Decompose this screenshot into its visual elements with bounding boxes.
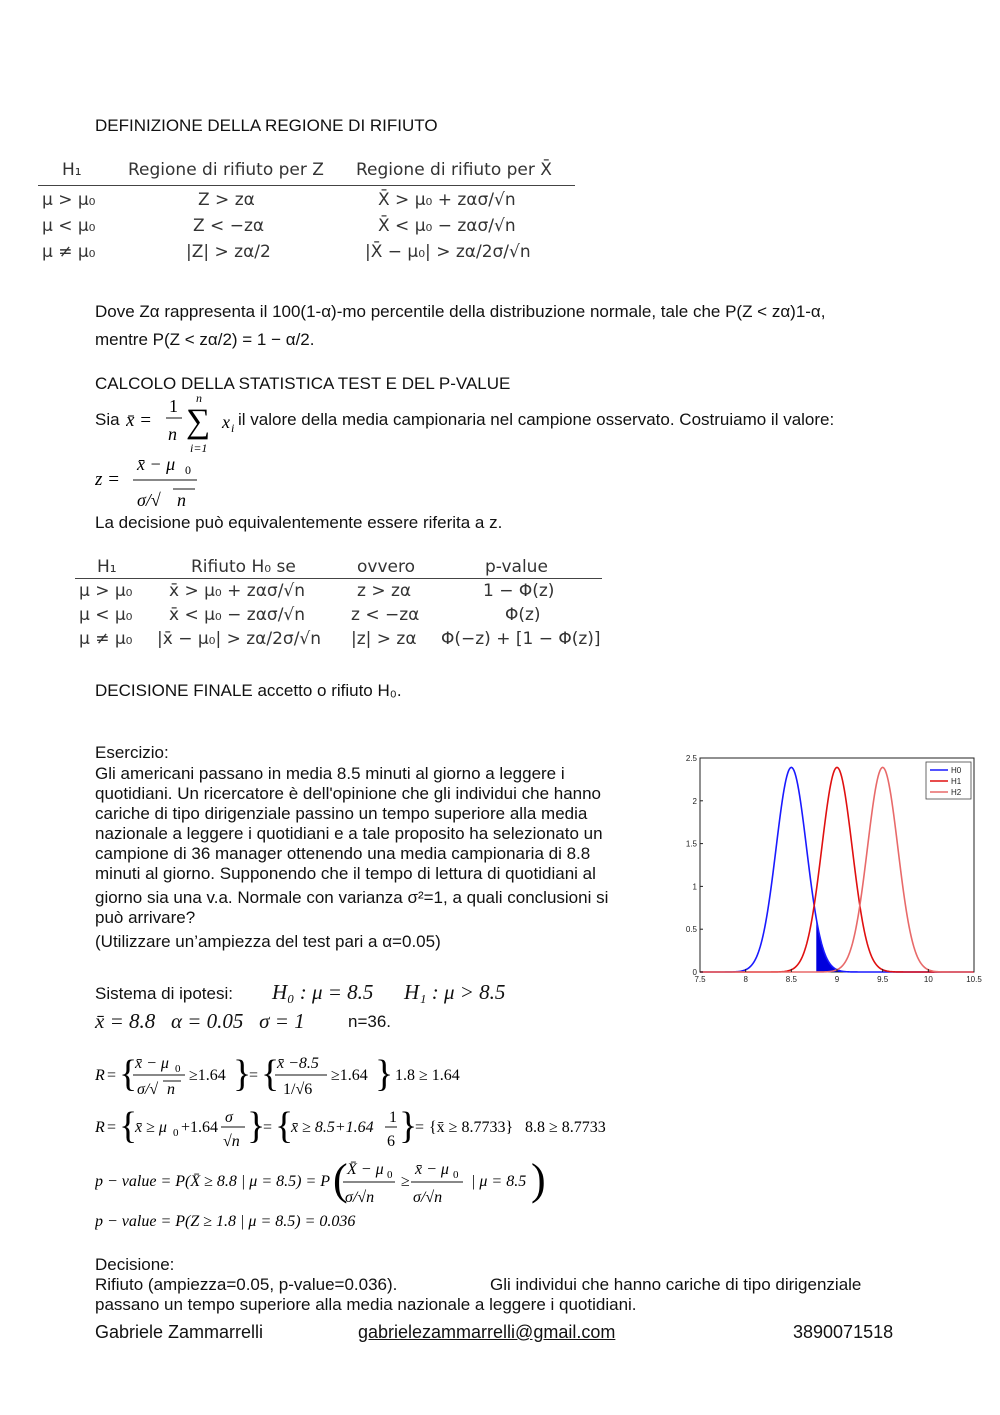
table1-header-h1: H₁	[62, 160, 82, 180]
svg-text:{: {	[119, 1105, 138, 1147]
table1-cell: Z < −zα	[193, 216, 265, 236]
svg-text:0: 0	[185, 463, 191, 477]
svg-text:x: x	[222, 412, 230, 432]
table2-cell: |x̄ − μ₀| > zα/2σ/√n	[157, 629, 322, 649]
svg-text:1/√6: 1/√6	[283, 1081, 313, 1098]
svg-text:R: R	[95, 1119, 105, 1136]
svg-text:i: i	[231, 421, 235, 435]
svg-text:): )	[531, 1155, 546, 1204]
table2-cell: |z| > zα	[351, 629, 417, 649]
z-statistic-formula	[95, 450, 205, 512]
hypothesis-h1: H₁ : μ > 8.5	[404, 980, 506, 1004]
svg-text:1: 1	[389, 1109, 397, 1126]
svg-text:{: {	[119, 1053, 138, 1095]
table2-cell: z < −zα	[351, 605, 420, 625]
hypothesis-label: Sistema di ipotesi:	[95, 984, 233, 1003]
table2-header: H₁	[97, 557, 117, 577]
svg-text:≥1.64: ≥1.64	[189, 1067, 226, 1084]
svg-text:x̄ −8.5: x̄ −8.5	[277, 1055, 319, 1072]
exercise-title: Esercizio:	[95, 743, 169, 762]
chart-x-tick-label: 10	[923, 975, 933, 984]
sample-mean-formula-svg	[126, 390, 246, 454]
table1-header-z: Regione di rifiuto per Z	[128, 160, 324, 180]
table2-cell: μ < μ₀	[79, 605, 133, 625]
exercise-line: può arrivare?	[95, 908, 196, 927]
chart-y-tick-label: 0.5	[685, 925, 697, 935]
svg-text:σ/√n: σ/√n	[345, 1189, 375, 1206]
chart-x-tick-label: 8.5	[785, 975, 797, 984]
solution-formulas-svg	[95, 1048, 655, 1238]
table1-cell: μ ≠ μ₀	[42, 242, 96, 262]
svg-text:σ: σ	[225, 1109, 233, 1126]
sample-mean-formula	[126, 390, 246, 454]
table2-cell: z > zα	[357, 581, 412, 601]
decision-line-2: passano un tempo superiore alla media nazionale a leggere i quotidiani.	[95, 1295, 637, 1314]
parameters: x̄ = 8.8 α = 0.05 σ = 1	[95, 1009, 305, 1033]
table2-header: p-value	[485, 557, 548, 577]
chart-x-tick-label: 9	[834, 975, 840, 984]
exercise-line: giorno sia una v.a. Normale con varianza σ²=1, a quali conclusioni si	[95, 888, 609, 907]
sia-suffix: il valore della media campionaria nel campione osservato. Costruiamo il valore:	[238, 410, 835, 429]
rejection-region-table	[38, 158, 578, 268]
svg-text:n: n	[196, 391, 202, 405]
svg-text:p − value = P(X̄ ≥ 8.8 | μ = 8: p − value = P(X̄ ≥ 8.8 | μ = 8.5) = P	[95, 1173, 331, 1190]
svg-text:σ/√: σ/√	[137, 1081, 159, 1098]
svg-text:=: =	[415, 1119, 425, 1136]
solution-formulas	[95, 1048, 655, 1238]
exercise-note: (Utilizzare un’ampiezza del test pari a α=0.05)	[95, 932, 441, 951]
chart-legend-label-h2: H2	[951, 788, 962, 797]
z-statistic-formula-svg	[95, 450, 205, 512]
svg-text:=: =	[249, 1067, 259, 1084]
hypothesis-h0: H₀ : μ = 8.5	[272, 980, 374, 1004]
svg-text:}: }	[375, 1053, 394, 1095]
table2-cell: Φ(−z) + [1 − Φ(z)]	[441, 629, 601, 649]
section-title-rejection-region: DEFINIZIONE DELLA REGIONE DI RIFIUTO	[95, 116, 438, 135]
svg-text:=: =	[107, 1067, 117, 1084]
decision-line-1a: Rifiuto (ampiezza=0.05, p-value=0.036).	[95, 1275, 398, 1294]
normal-distributions-chart	[678, 748, 988, 990]
decision-line-1b: Gli individui che hanno cariche di tipo dirigenziale	[490, 1275, 862, 1294]
table2-header: Rifiuto H₀ se	[191, 557, 296, 577]
sia-prefix: Sia	[95, 410, 120, 429]
table2-cell: 1 − Φ(z)	[483, 581, 555, 601]
table1-header-xbar: Regione di rifiuto per X̄	[356, 160, 552, 180]
footer-name: Gabriele Zammarrelli	[95, 1322, 264, 1342]
svg-text:1: 1	[169, 396, 178, 416]
svg-text:σ/√: σ/√	[137, 490, 161, 510]
svg-text:+1.64: +1.64	[181, 1119, 219, 1136]
svg-text:0: 0	[173, 1127, 179, 1139]
svg-text:0: 0	[175, 1063, 181, 1075]
chart-x-tick-label: 9.5	[877, 975, 889, 984]
exercise-text	[95, 764, 675, 952]
exercise-line: nazionale a leggere i quotidiani e a tale proposito ha selezionato un	[95, 824, 603, 843]
table2-cell: μ ≠ μ₀	[79, 629, 133, 649]
svg-text:| μ = 8.5: | μ = 8.5	[471, 1173, 527, 1190]
svg-text:=: =	[263, 1119, 273, 1136]
svg-text:≥: ≥	[401, 1173, 410, 1190]
exercise-line: cariche di tipo dirigenziale passino un tempo superiore alla media	[95, 804, 588, 823]
r2-result: 8.8 ≥ 8.7733	[525, 1119, 606, 1136]
svg-text:n: n	[177, 490, 186, 510]
svg-text:σ/√n: σ/√n	[413, 1189, 443, 1206]
svg-text:i=1: i=1	[190, 441, 208, 454]
exercise-line: quotidiani. Un ricercatore è dell'opinione che gli individui che hanno	[95, 784, 602, 803]
decision-equivalent: La decisione può equivalentemente essere riferita a z.	[95, 513, 503, 532]
chart-y-tick-label: 0	[692, 968, 697, 977]
chart-x-tick-label: 7.5	[694, 975, 706, 984]
table1-rule	[38, 185, 575, 186]
decision-table	[75, 555, 605, 655]
svg-text:x̄ − μ: x̄ − μ	[137, 454, 176, 474]
svg-text:√n: √n	[223, 1133, 240, 1150]
exercise-line: campione di 36 manager ottenendo una media campionaria di 8.8	[95, 844, 591, 863]
table1-cell: Z > zα	[198, 190, 255, 210]
svg-text:X̄ − μ: X̄ − μ	[347, 1161, 384, 1178]
chart-x-tick-label: 8	[743, 975, 748, 984]
decision-title: Decisione:	[95, 1255, 175, 1274]
chart-svg	[678, 748, 988, 990]
dove-line-2: mentre P(Z < zα/2) = 1 − α/2.	[95, 330, 315, 349]
r1-result: 1.8 ≥ 1.64	[395, 1067, 460, 1084]
dove-line-1: Dove Zα rappresenta il 100(1-α)-mo percentile della distribuzione normale, tale che P(Z < zα)1-α,	[95, 302, 826, 321]
exercise-line: Gli americani passano in media 8.5 minuti al giorno a leggere i	[95, 764, 565, 783]
svg-text:R: R	[95, 1067, 105, 1084]
svg-text:x̄ − μ: x̄ − μ	[415, 1161, 449, 1178]
parameter-n: n=36.	[348, 1012, 392, 1031]
svg-text:x̄ =: x̄ =	[126, 410, 153, 431]
svg-text:0: 0	[453, 1169, 459, 1181]
footer-phone: 3890071518	[793, 1322, 894, 1342]
table2-cell: x̄ < μ₀ − zασ/√n	[169, 605, 306, 625]
svg-text:x̄ ≥ μ: x̄ ≥ μ	[135, 1119, 167, 1136]
table2-header: ovvero	[357, 557, 415, 577]
svg-text:n: n	[167, 1081, 175, 1098]
table2-cell: x̄ > μ₀ + zασ/√n	[169, 581, 306, 601]
svg-text:x̄ − μ: x̄ − μ	[135, 1055, 169, 1072]
chart-y-tick-label: 1	[692, 882, 697, 892]
chart-y-tick-label: 2	[692, 796, 697, 806]
svg-text:(: (	[333, 1155, 348, 1204]
chart-legend-label-h0: H0	[951, 766, 962, 775]
section-title-test-statistic: CALCOLO DELLA STATISTICA TEST E DEL P-VALUE	[95, 374, 511, 393]
exercise-line: minuti al giorno. Supponendo che il tempo di lettura di quotidiani al	[95, 864, 596, 883]
r2-set: {x̄ ≥ 8.7733}	[429, 1119, 514, 1136]
svg-text:=: =	[107, 1119, 117, 1136]
table2-cell: Φ(z)	[505, 605, 541, 625]
table2-rule	[75, 578, 602, 579]
table1-cell: X̄ > μ₀ + zασ/√n	[378, 190, 516, 210]
final-decision: DECISIONE FINALE accetto o rifiuto H₀.	[95, 681, 402, 700]
table1-cell: X̄ < μ₀ − zασ/√n	[378, 216, 516, 236]
table1-cell: μ > μ₀	[42, 190, 96, 210]
pvalue-line: p − value = P(Z ≥ 1.8 | μ = 8.5) = 0.036	[95, 1213, 356, 1230]
chart-x-tick-label: 10.5	[966, 975, 982, 984]
svg-text:{: {	[261, 1053, 280, 1095]
svg-text:z =: z =	[95, 469, 120, 490]
svg-text:}: }	[247, 1105, 266, 1147]
table1-cell: μ < μ₀	[42, 216, 96, 236]
svg-text:n: n	[168, 424, 177, 444]
chart-y-tick-label: 2.5	[685, 754, 697, 763]
chart-y-tick-label: 1.5	[685, 839, 697, 849]
svg-text:∑: ∑	[186, 403, 211, 440]
footer-email-link[interactable]: gabrielezammarrelli@gmail.com	[358, 1322, 616, 1342]
chart-legend-label-h1: H1	[951, 777, 962, 786]
table1-cell: |X̄ − μ₀| > zα/2σ/√n	[365, 242, 531, 262]
table2-cell: μ > μ₀	[79, 581, 133, 601]
svg-text:0: 0	[387, 1169, 393, 1181]
svg-text:≥1.64: ≥1.64	[331, 1067, 368, 1084]
table1-cell: |Z| > zα/2	[186, 242, 271, 262]
svg-text:6: 6	[387, 1133, 395, 1150]
svg-text:{: {	[275, 1105, 294, 1147]
svg-text:}: }	[233, 1053, 252, 1095]
svg-text:}: }	[399, 1105, 418, 1147]
svg-text:x̄ ≥ 8.5+1.64: x̄ ≥ 8.5+1.64	[291, 1119, 374, 1136]
